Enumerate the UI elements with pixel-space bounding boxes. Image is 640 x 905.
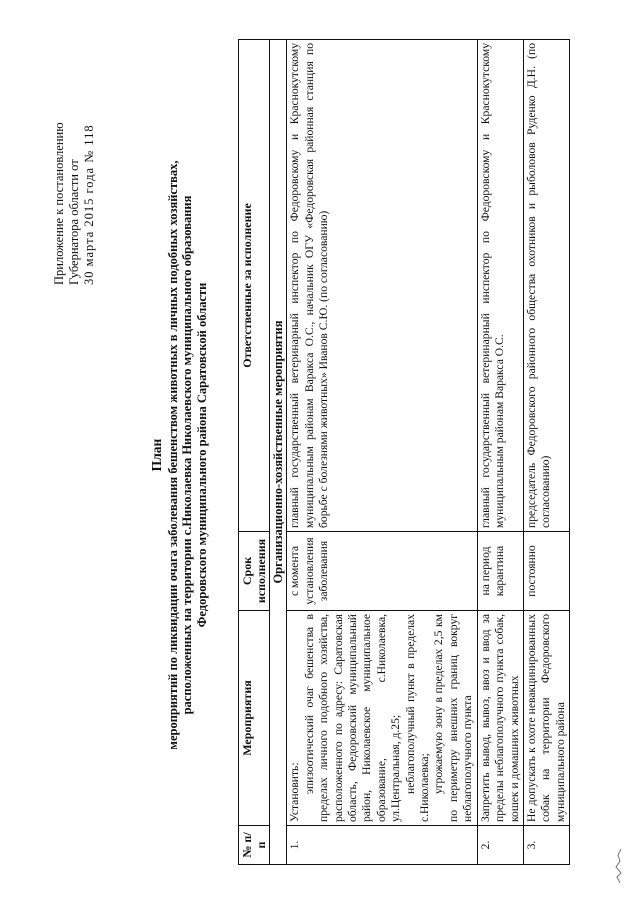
table-row: [287, 40, 477, 865]
table-row: [523, 40, 569, 865]
margin-mark: [612, 845, 626, 885]
row-number: 2.: [477, 826, 523, 865]
row-measure: Не допускать к охоте невакцинированных собак на территории Федоровского муниципального района: [523, 611, 569, 826]
measure-intro: Установить:: [288, 762, 302, 822]
row-term: на период карантина: [477, 532, 523, 611]
section-row: [270, 40, 287, 865]
heading-line-1: мероприятий по ликвидации очага заболевания бешенством животных в личных подобных хозяйствах,: [165, 160, 180, 750]
row-responsible: главный государственный ветеринарный инспектор по Федоровскому и Краснокутскому муниципальным районам Варакса О.С.: [477, 40, 523, 532]
table-row: [477, 40, 523, 865]
row-term: с момента установления заболевания: [287, 532, 477, 611]
header-num: № п/п: [239, 826, 270, 865]
row-term: постоянно: [523, 532, 569, 611]
row-measure: Запретить вывод, вывоз, ввоз и ввод за пределы неблагополучного пункта собак, кошек и домашних животных: [477, 611, 523, 826]
row-responsible: председатель Федоровского районного общества охотников и рыболовов Руденко Д.Н. (по согласованию): [523, 40, 569, 532]
measure-paragraph: угрожаемую зону в пределах 2,5 км по периметру внешних границ вокруг неблагополучного пункта: [432, 614, 475, 822]
document-title: План: [149, 438, 164, 472]
appendix-line-2: Губернатора области от: [67, 159, 81, 285]
section-title: Организационно-хозяйственные мероприятия: [270, 40, 287, 865]
plan-table: [238, 39, 570, 865]
table-header-row: [239, 40, 270, 865]
header-responsible: Ответственные за исполнение: [239, 40, 270, 532]
measure-paragraph: неблагополучный пункт в пределах с.Николаевка;: [403, 614, 432, 822]
header-term: Срок исполнения: [239, 532, 270, 611]
document-heading: [150, 45, 209, 865]
measure-paragraph: эпизоотический очаг бешенства в пределах личного подобного хозяйства, расположенного по адресу: Саратовская область, Федоровский муниципальный район, Николаевское муниципальное образование, с.Николаевка, ул.Центральная, д.25;: [302, 614, 403, 822]
row-number: 3.: [523, 826, 569, 865]
heading-line-2: расположенных на территории с.Николаевка Николаевского муниципального образования: [180, 195, 194, 715]
appendix-date-line: 30 марта 2015 года № 118: [82, 124, 96, 285]
appendix-line-1: Приложение к постановлению: [52, 122, 66, 285]
row-number: 1.: [287, 826, 477, 865]
heading-line-3: Федоровского муниципального района Саратовской области: [194, 282, 209, 628]
row-responsible: главный государственный ветеринарный инспектор по Федоровскому и Краснокутскому муниципальным районам Варакса О.С., начальник ОГУ «Федоровская районная станция по борьбе с болезнями животных» Иванов С.Ю. (по согласованию): [287, 40, 477, 532]
header-measures: Мероприятия: [239, 611, 270, 826]
appendix-note: [52, 65, 97, 285]
row-measure: [287, 611, 477, 826]
